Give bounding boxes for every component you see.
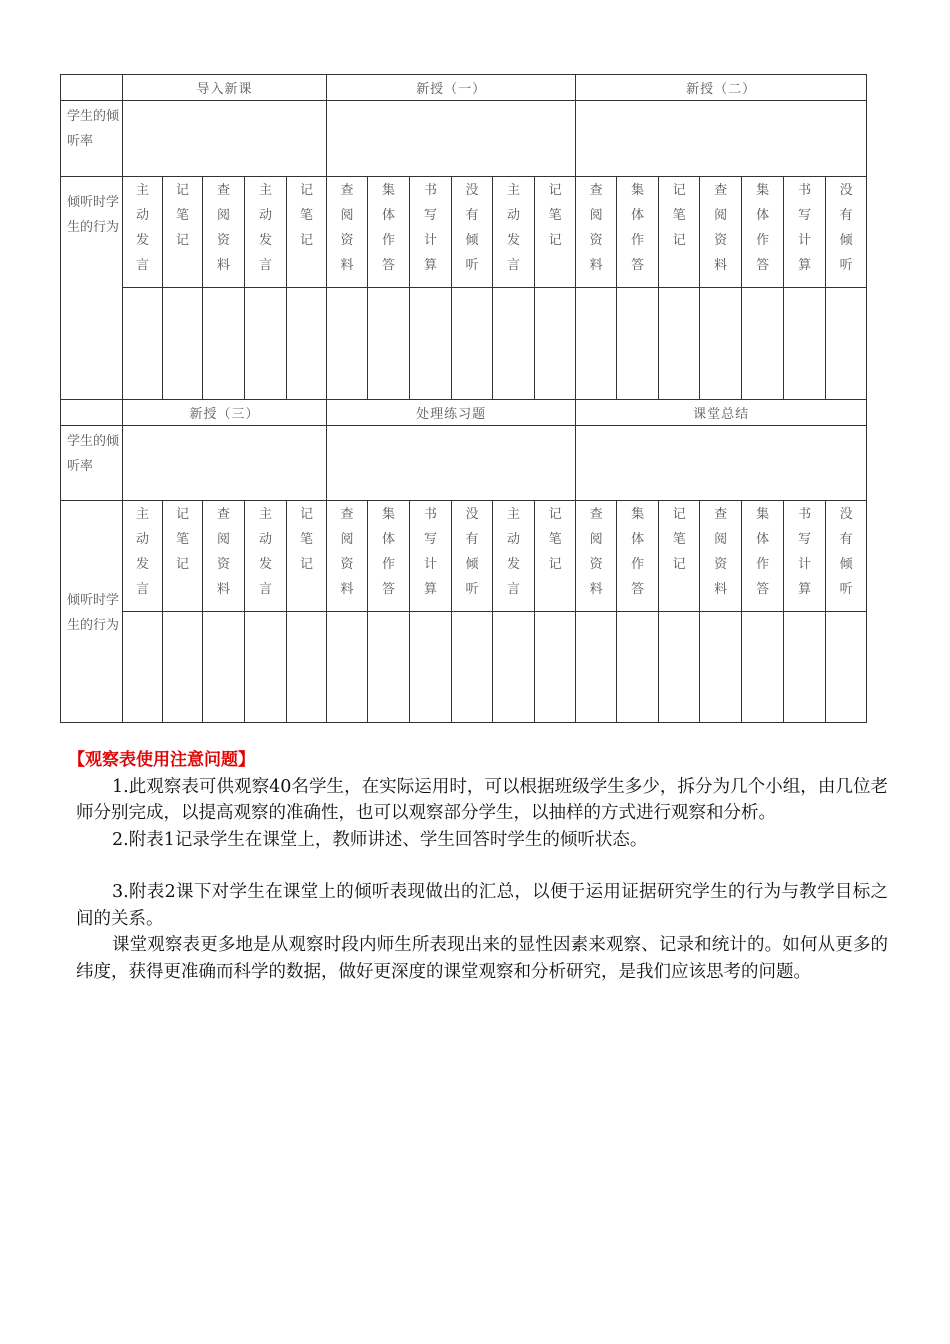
behavior-header-cell — [576, 501, 617, 612]
record-cell[interactable] — [287, 288, 327, 400]
behavior-label-text: 记笔记 — [175, 507, 189, 572]
record-cell[interactable] — [617, 288, 659, 400]
record-cell[interactable] — [493, 612, 535, 723]
behavior-header-cell — [287, 501, 327, 612]
behavior-header-cell — [368, 501, 410, 612]
record-cell[interactable] — [576, 612, 617, 723]
section-header: 新授（一） — [327, 75, 576, 101]
behavior-header-cell — [245, 177, 287, 288]
behavior-label-text: 没有倾听 — [465, 183, 479, 273]
rate-cell — [123, 101, 327, 177]
behavior-header-cell — [410, 177, 452, 288]
behavior-label-text: 记笔记 — [300, 507, 314, 572]
behavior-header-cell — [784, 501, 826, 612]
rate-cell — [327, 101, 576, 177]
behavior-label-text: 查阅资料 — [216, 507, 230, 597]
behavior-header-cell — [617, 177, 659, 288]
behavior-header-cell — [700, 177, 742, 288]
rate-cell — [576, 101, 867, 177]
behavior-label-text: 主动发言 — [258, 183, 272, 273]
behavior-header-cell — [123, 177, 163, 288]
record-cell[interactable] — [452, 288, 493, 400]
record-cell[interactable] — [617, 612, 659, 723]
behavior-header-cell — [452, 501, 493, 612]
record-cell[interactable] — [742, 288, 784, 400]
behavior-label-text: 主动发言 — [507, 507, 521, 597]
behavior-label-text: 记笔记 — [548, 507, 562, 572]
section-header: 课堂总结 — [576, 400, 867, 426]
record-cell[interactable] — [659, 288, 700, 400]
behavior-header-cell — [287, 177, 327, 288]
behavior-header-cell — [327, 501, 368, 612]
record-cell[interactable] — [535, 288, 576, 400]
record-cell[interactable] — [123, 288, 163, 400]
behavior-header-cell — [493, 501, 535, 612]
note-paragraph: 课堂观察表更多地是从观察时段内师生所表现出来的显性因素来观察、记录和统计的。如何从更多的纬度，获得更准确而科学的数据，做好更深度的课堂观察和分析研究，是我们应该思考的问题。 — [76, 935, 888, 982]
behavior-label-text: 查阅资料 — [589, 183, 603, 273]
record-cell[interactable] — [700, 612, 742, 723]
note-paragraph: 1.此观察表可供观察40名学生，在实际运用时，可以根据班级学生多少，拆分为几个小组，由几位老师分别完成，以提高观察的准确性，也可以观察部分学生，以抽样的方式进行观察和分析。 — [76, 776, 888, 823]
behavior-header-cell — [617, 501, 659, 612]
behavior-label-text: 集体作答 — [631, 183, 645, 273]
behavior-label-text: 记笔记 — [672, 507, 686, 572]
record-cell[interactable] — [368, 288, 410, 400]
record-cell[interactable] — [784, 288, 826, 400]
record-cell[interactable] — [576, 288, 617, 400]
behavior-header-cell — [245, 501, 287, 612]
behavior-label-text: 书写计算 — [798, 507, 812, 597]
behavior-label-text: 没有倾听 — [839, 507, 853, 597]
rate-cell — [327, 426, 576, 501]
behavior-header-cell — [163, 501, 203, 612]
behavior-header-cell — [535, 501, 576, 612]
record-cell[interactable] — [203, 288, 245, 400]
behavior-label-text: 记笔记 — [672, 183, 686, 248]
listening-rate-label: 学生的倾听率 — [61, 101, 123, 177]
behavior-header-cell — [826, 177, 867, 288]
behavior-label-text: 查阅资料 — [714, 507, 728, 597]
behavior-label-text: 集体作答 — [756, 507, 770, 597]
record-cell[interactable] — [368, 612, 410, 723]
record-cell[interactable] — [163, 612, 203, 723]
behavior-header-cell — [327, 177, 368, 288]
behavior-label-text: 没有倾听 — [839, 183, 853, 273]
corner-cell — [61, 400, 123, 426]
note-paragraph: 2.附表1记录学生在课堂上，教师讲述、学生回答时学生的倾听状态。 — [112, 829, 648, 850]
behavior-header-cell — [535, 177, 576, 288]
behavior-label-text: 书写计算 — [798, 183, 812, 273]
behavior-header-cell — [203, 177, 245, 288]
behavior-header-cell — [163, 177, 203, 288]
record-cell[interactable] — [163, 288, 203, 400]
behavior-header-cell — [123, 501, 163, 612]
record-cell[interactable] — [327, 612, 368, 723]
record-cell[interactable] — [826, 288, 867, 400]
record-cell[interactable] — [826, 612, 867, 723]
behavior-label-text: 主动发言 — [135, 183, 149, 273]
behavior-header-cell — [203, 501, 245, 612]
behavior-label-text: 查阅资料 — [340, 183, 354, 273]
record-cell[interactable] — [203, 612, 245, 723]
behavior-label-text: 书写计算 — [424, 183, 438, 273]
behavior-header-cell — [493, 177, 535, 288]
record-cell[interactable] — [410, 288, 452, 400]
behavior-label-text: 主动发言 — [258, 507, 272, 597]
behavior-header-cell — [576, 177, 617, 288]
behavior-header-cell — [368, 177, 410, 288]
section-header: 新授（二） — [576, 75, 867, 101]
record-cell[interactable] — [245, 288, 287, 400]
table-block-2 — [61, 400, 867, 723]
behavior-label-text: 主动发言 — [135, 507, 149, 597]
behavior-label-text: 查阅资料 — [714, 183, 728, 273]
usage-notes — [68, 747, 888, 985]
notes-heading: 【观察表使用注意问题】 — [68, 750, 255, 770]
section-header: 处理练习题 — [327, 400, 576, 426]
behavior-header-cell — [700, 501, 742, 612]
behavior-label-text: 记笔记 — [300, 183, 314, 248]
record-cell[interactable] — [700, 288, 742, 400]
table-block-1 — [61, 75, 867, 400]
record-cell[interactable] — [410, 612, 452, 723]
behavior-header-cell — [659, 501, 700, 612]
behavior-header-cell — [826, 501, 867, 612]
section-header: 新授（三） — [123, 400, 327, 426]
behavior-label-text: 主动发言 — [507, 183, 521, 273]
record-cell[interactable] — [784, 612, 826, 723]
behavior-header-cell — [742, 501, 784, 612]
behavior-label-text: 查阅资料 — [340, 507, 354, 597]
record-cell[interactable] — [535, 612, 576, 723]
behavior-label-text: 记笔记 — [175, 183, 189, 248]
record-cell[interactable] — [659, 612, 700, 723]
behavior-label-text: 记笔记 — [548, 183, 562, 248]
listening-rate-label: 学生的倾听率 — [61, 426, 123, 501]
record-cell[interactable] — [452, 612, 493, 723]
behavior-label-text: 集体作答 — [382, 183, 396, 273]
behavior-header-cell — [742, 177, 784, 288]
record-cell[interactable] — [493, 288, 535, 400]
section-header: 导入新课 — [123, 75, 327, 101]
behavior-label: 倾听时学生的行为 — [61, 501, 123, 723]
behavior-label-text: 集体作答 — [382, 507, 396, 597]
note-paragraph: 3.附表2课下对学生在课堂上的倾听表现做出的汇总，以便于运用证据研究学生的行为与教学目标之间的关系。 — [76, 882, 888, 929]
corner-cell — [61, 75, 123, 101]
behavior-header-cell — [410, 501, 452, 612]
behavior-header-cell — [452, 177, 493, 288]
behavior-header-cell — [784, 177, 826, 288]
record-cell[interactable] — [123, 612, 163, 723]
observation-table — [60, 74, 867, 723]
behavior-label-text: 集体作答 — [631, 507, 645, 597]
behavior-label-text: 查阅资料 — [216, 183, 230, 273]
record-cell[interactable] — [742, 612, 784, 723]
rate-cell — [123, 426, 327, 501]
record-cell[interactable] — [287, 612, 327, 723]
behavior-label: 倾听时学生的行为 — [61, 177, 123, 400]
rate-cell — [576, 426, 867, 501]
record-cell[interactable] — [245, 612, 287, 723]
behavior-label-text: 书写计算 — [424, 507, 438, 597]
behavior-label-text: 查阅资料 — [589, 507, 603, 597]
record-cell[interactable] — [327, 288, 368, 400]
behavior-label-text: 没有倾听 — [465, 507, 479, 597]
behavior-label-text: 集体作答 — [756, 183, 770, 273]
behavior-header-cell — [659, 177, 700, 288]
